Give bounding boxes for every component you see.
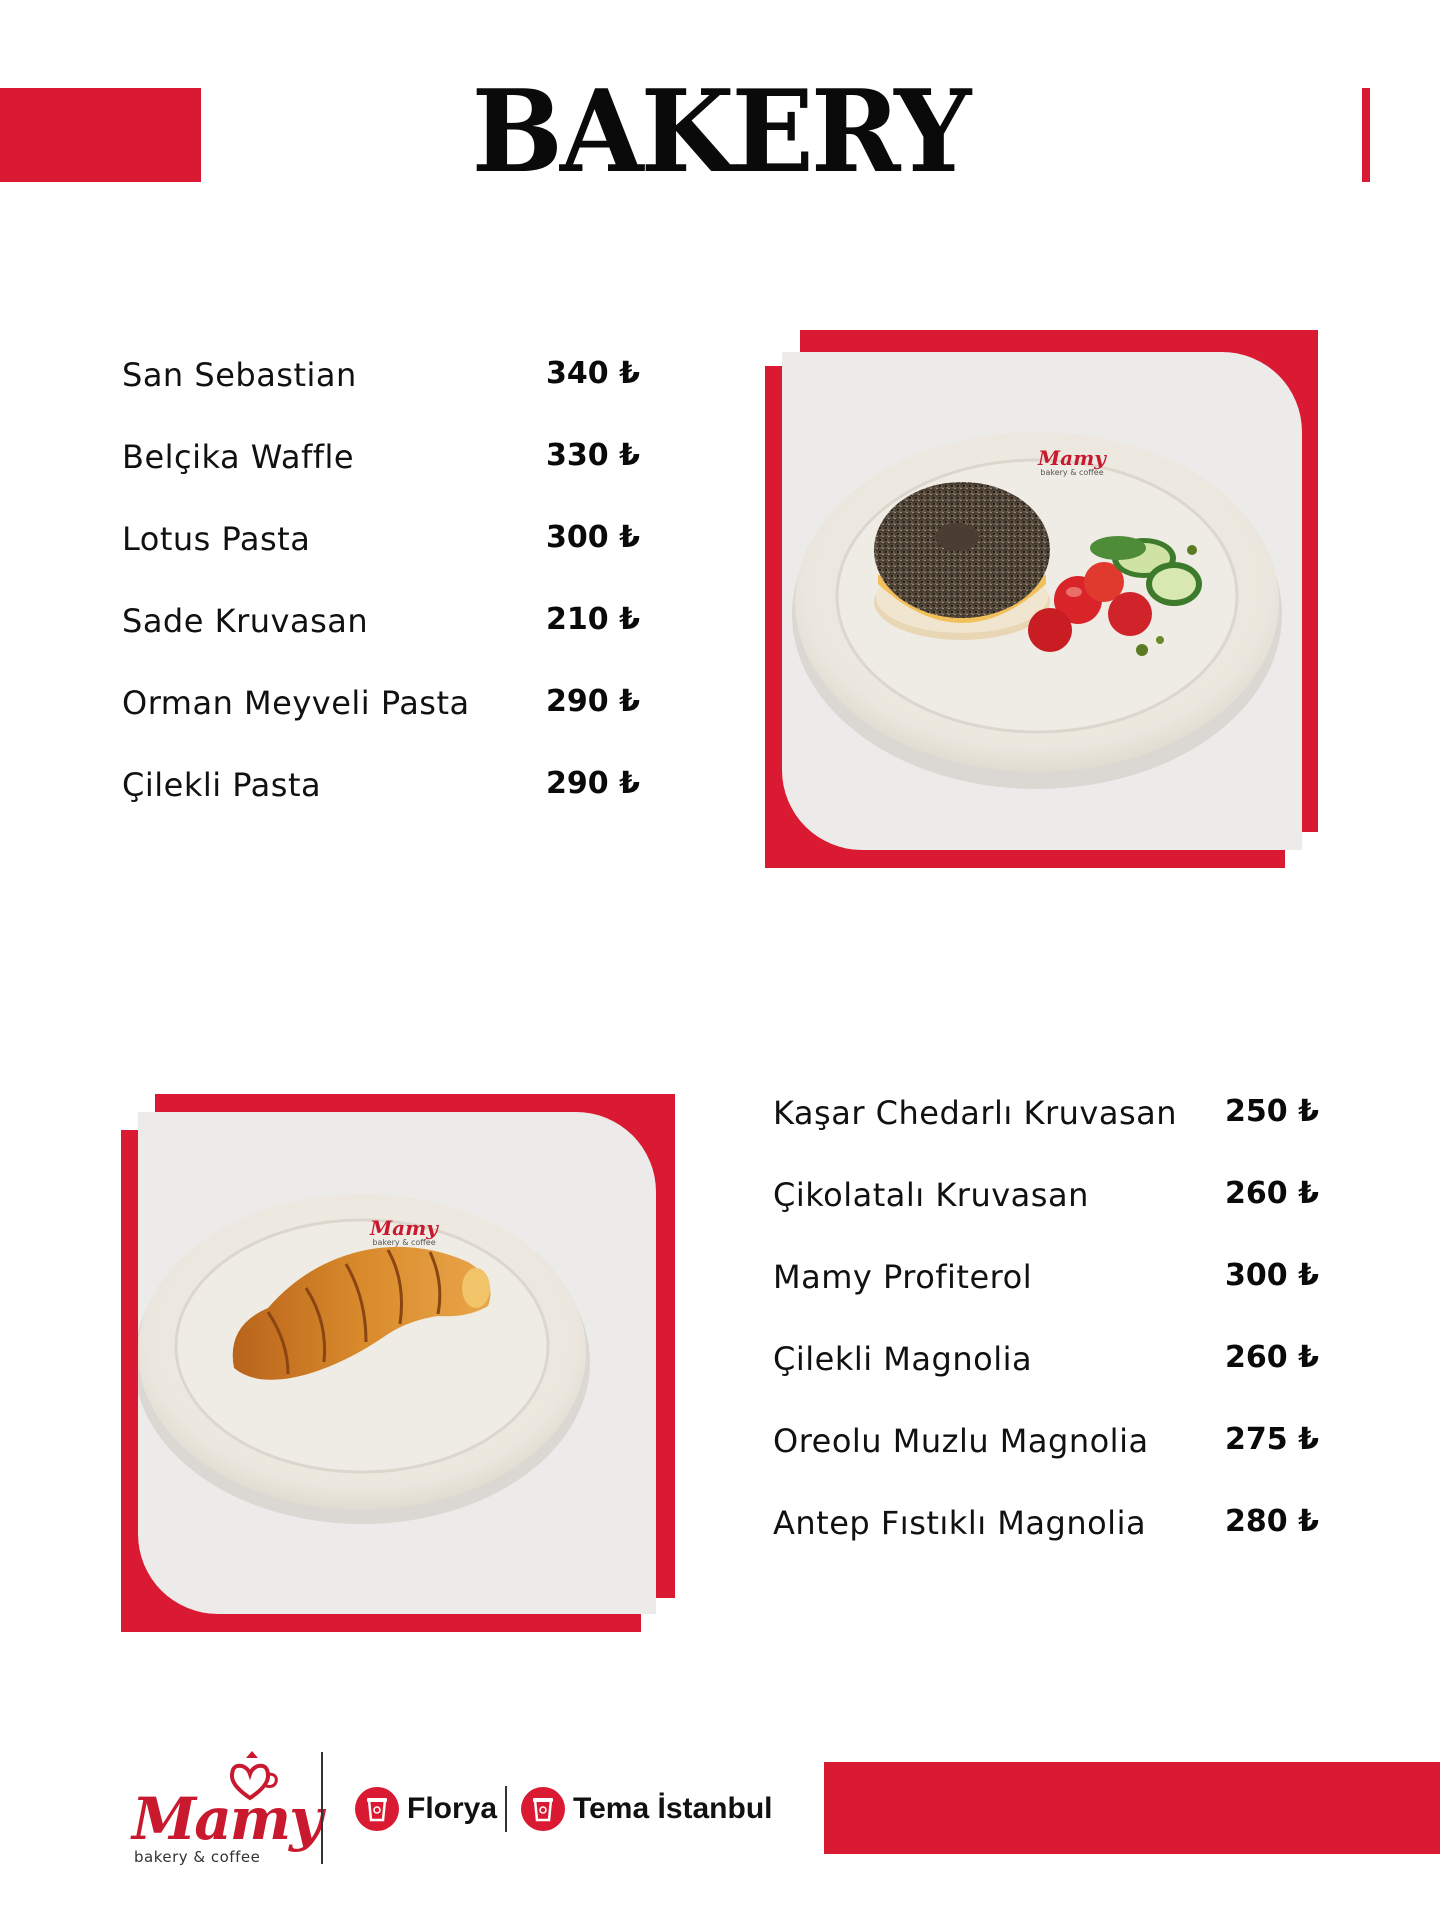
item-price: 300 ₺ bbox=[546, 520, 640, 555]
menu-item bbox=[122, 356, 642, 396]
footer-right-bar bbox=[824, 1762, 1440, 1854]
location-florya: Florya bbox=[407, 1792, 498, 1825]
item-name: Çilekli Magnolia bbox=[773, 1340, 1033, 1378]
item-price: 260 ₺ bbox=[1225, 1176, 1319, 1211]
plate-logo-tagline: bakery & coffee bbox=[1040, 468, 1104, 477]
item-name: Sade Kruvasan bbox=[122, 602, 369, 640]
item-price: 280 ₺ bbox=[1225, 1504, 1319, 1539]
item-name: Belçika Waffle bbox=[122, 438, 355, 476]
menu-item bbox=[773, 1176, 1333, 1216]
menu-item bbox=[122, 520, 642, 560]
location-divider bbox=[505, 1786, 507, 1832]
menu-item bbox=[122, 438, 642, 478]
item-price: 260 ₺ bbox=[1225, 1340, 1319, 1375]
menu-item bbox=[122, 766, 642, 806]
item-name: Oreolu Muzlu Magnolia bbox=[773, 1422, 1149, 1460]
coffee-cup-icon bbox=[355, 1787, 399, 1831]
menu-item bbox=[122, 684, 642, 724]
footer-logo bbox=[128, 1748, 321, 1868]
item-name: Orman Meyveli Pasta bbox=[122, 684, 470, 722]
item-name: Lotus Pasta bbox=[122, 520, 311, 558]
menu-item bbox=[773, 1504, 1333, 1544]
croissant-plate-image bbox=[138, 1112, 656, 1614]
bagel-plate-image bbox=[782, 352, 1302, 850]
item-price: 290 ₺ bbox=[546, 766, 640, 801]
menu-item bbox=[122, 602, 642, 642]
menu-item bbox=[773, 1422, 1333, 1462]
plate-logo-tagline: bakery & coffee bbox=[372, 1238, 436, 1247]
menu-list-bottom bbox=[773, 1094, 1333, 1554]
item-name: Çilekli Pasta bbox=[122, 766, 322, 804]
item-price: 250 ₺ bbox=[1225, 1094, 1319, 1129]
menu-list-top bbox=[122, 356, 642, 816]
plate-logo-brand: Mamy bbox=[1038, 446, 1106, 470]
plate-logo-brand: Mamy bbox=[370, 1216, 438, 1240]
coffee-cup-icon bbox=[521, 1787, 565, 1831]
item-name: Mamy Profiterol bbox=[773, 1258, 1033, 1296]
item-price: 290 ₺ bbox=[546, 684, 640, 719]
item-price: 210 ₺ bbox=[546, 602, 640, 637]
croissant-photo bbox=[138, 1112, 656, 1614]
item-name: San Sebastian bbox=[122, 356, 357, 394]
item-price: 330 ₺ bbox=[546, 438, 640, 473]
item-name: Çikolatalı Kruvasan bbox=[773, 1176, 1089, 1214]
menu-item bbox=[773, 1340, 1333, 1380]
plate-logo-top bbox=[1012, 448, 1132, 477]
bagel-photo bbox=[782, 352, 1302, 850]
footer-tagline: bakery & coffee bbox=[134, 1848, 261, 1866]
item-price: 275 ₺ bbox=[1225, 1422, 1319, 1457]
footer-brand: Mamy bbox=[132, 1785, 321, 1853]
page-title: BAKERY bbox=[471, 65, 969, 199]
footer-divider bbox=[321, 1752, 323, 1864]
item-price: 300 ₺ bbox=[1225, 1258, 1319, 1293]
location-tema-istanbul: Tema İstanbul bbox=[573, 1792, 773, 1825]
menu-item bbox=[773, 1094, 1333, 1134]
item-price: 340 ₺ bbox=[546, 356, 640, 391]
plate-logo-bottom bbox=[344, 1218, 464, 1247]
menu-item bbox=[773, 1258, 1333, 1298]
item-name: Kaşar Chedarlı Kruvasan bbox=[773, 1094, 1178, 1132]
item-name: Antep Fıstıklı Magnolia bbox=[773, 1504, 1147, 1542]
